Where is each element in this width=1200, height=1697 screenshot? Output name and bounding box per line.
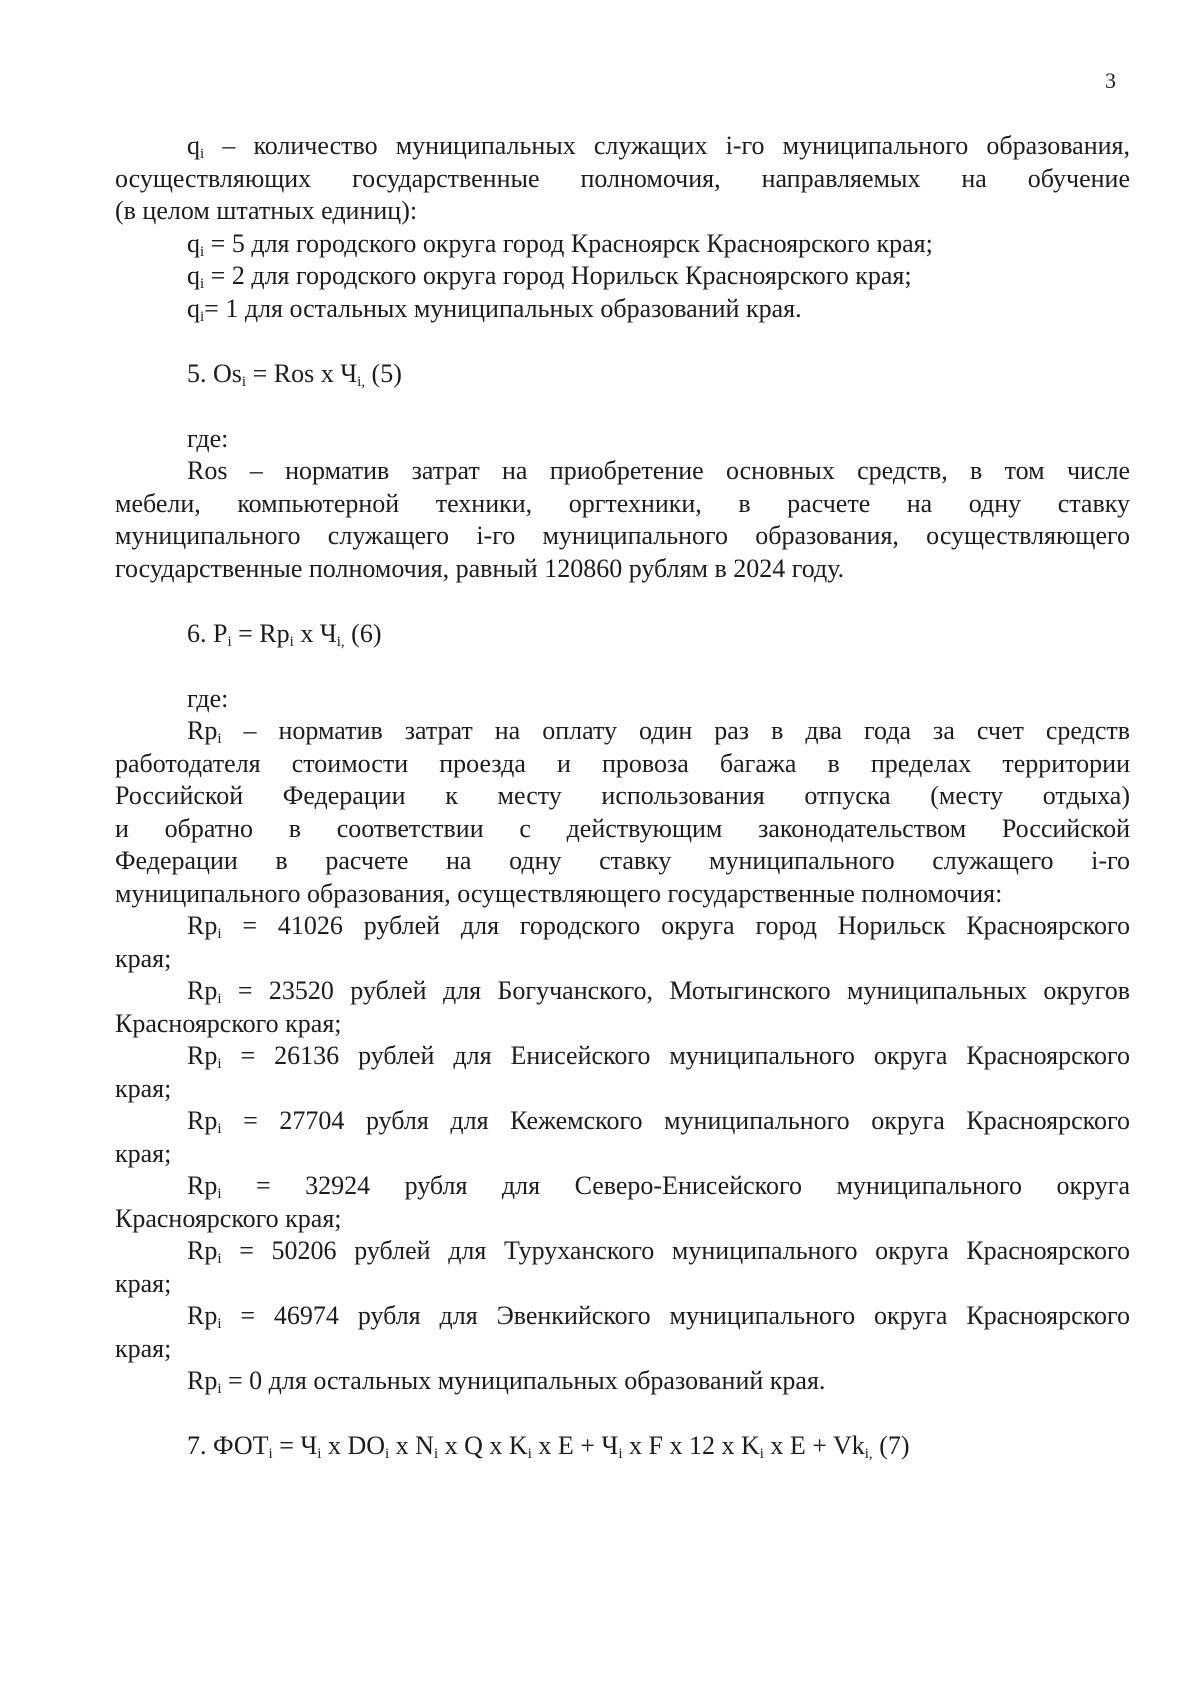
rp-value-item: $Rp_i = 50206$ рублей для Туруханского муниципального округа Красноярского [187,1236,1130,1267]
rp-value-item-cont: края; [115,1138,172,1168]
rp-value-item: $Rp_i = 26136$ рублей для Енисейского муниципального округа Красноярского [187,1041,1130,1072]
rp-definition-line-5: Федерации в расчете на одну ставку муниципального служащего i-го [115,846,1130,875]
formula-7: 7. $ФОТ_i = Ч_i$ x $DO_i$ x $N_i$ x Q x $K_i$ x $E + Ч_i$ x F x 12 x $K_i$ x $E + Vk_{i,}$ (7) [187,1431,910,1462]
ros-definition-line-4: государственные полномочия, равный 120860 рублям в 2024 году. [115,553,845,583]
ros-definition-line-1: Ros – норматив затрат на приобретение основных средств, в том числе [187,456,1130,485]
where-label-6: где: [187,683,229,713]
rp-definition-line-3: Российской Федерации к месту использования отпуска (месту отдыха) [115,781,1130,810]
rp-value-item-cont: Красноярского края; [115,1008,342,1038]
document-body [115,130,1130,1463]
rp-value-item: $Rp_i = 41026$ рублей для городского округа город Норильск Красноярского [187,911,1130,942]
rp-value-item: $Rp_i = 46974$ рубля для Эвенкийского муниципального округа Красноярского [187,1301,1130,1332]
rp-value-item: $Rp_i = 23520$ рублей для Богучанского, Мотыгинского муниципальных округов [187,976,1130,1007]
formula-6: 6. $P_i = Rp_i$ x $Ч_{i,}$ (6) [187,618,382,650]
page-number: 3 [1105,68,1116,93]
rp-value-item-cont: края; [115,943,172,973]
qi-value-item: $q_i = 2$ для городского округа город Норильск Красноярского края; [187,261,912,292]
where-label-5: где: [187,423,229,453]
rp-value-item-cont: края; [115,1073,172,1103]
rp-value-item: $Rp_i = 27704$ рубля для Кежемского муниципального округа Красноярского [187,1106,1130,1137]
qi-value-item: $q_i = 5$ для городского округа город Красноярск Красноярского края; [187,228,933,260]
rp-definition-line-4: и обратно в соответствии с действующим законодательством Российской [115,813,1130,843]
ros-definition-line-3: муниципального служащего i-го муниципального образования, осуществляющего [115,521,1130,550]
formula-5: 5. $Os_i$ = Ros x $Ч_{i,}$ (5) [187,358,402,390]
qi-value-item: $q_i= 1$ для остальных муниципальных образований края. [187,293,802,325]
rp-value-item-cont: Красноярского края; [115,1203,342,1233]
rp-value-item-cont: края; [115,1268,172,1298]
rp-definition-line-6: муниципального образования, осуществляющего государственные полномочия: [115,878,1003,908]
rp-value-zero: $Rp_i = 0$ для остальных муниципальных образований края. [187,1366,826,1397]
qi-definition-line-1: $q_i$ – количество муниципальных служащих i-го муниципального образования, [187,131,1130,162]
rp-value-item: $Rp_i = 32924$ рубля для Северо-Енисейского муниципального округа [187,1171,1130,1202]
rp-definition-line-1: $Rp_i$ – норматив затрат на оплату один раз в два года за счет средств [187,716,1130,747]
rp-value-item-cont: края; [115,1333,172,1363]
qi-definition-line-3: (в целом штатных единиц): [115,196,418,225]
ros-definition-line-2: мебели, компьютерной техники, оргтехники, в расчете на одну ставку [115,488,1130,518]
rp-definition-line-2: работодателя стоимости проезда и провоза багажа в пределах территории [115,748,1130,778]
qi-definition-line-2: осуществляющих государственные полномочия, направляемых на обучение [115,163,1130,193]
